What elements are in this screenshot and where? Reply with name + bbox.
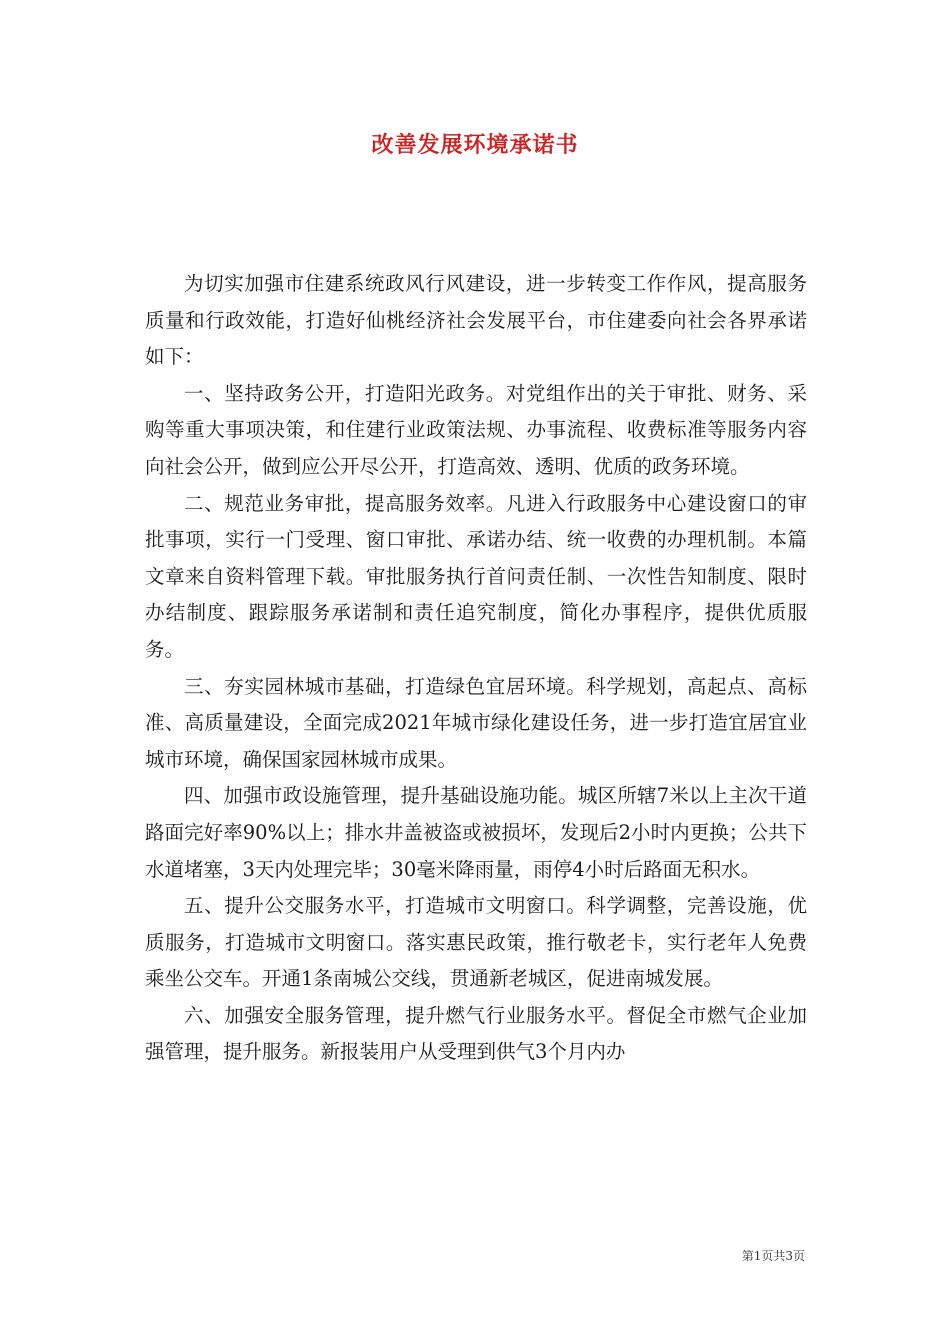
document-body <box>145 266 807 1071</box>
intro-paragraph: 为切实加强市住建系统政风行风建设，进一步转变工作作风，提高服务质量和行政效能，打造好仙桃经济社会发展平台，市住建委向社会各界承诺如下： <box>145 272 807 369</box>
commitment-paragraph-2: 二、规范业务审批，提高服务效率。凡进入行政服务中心建设窗口的审批事项，实行一门受理、窗口审批、承诺办结、统一收费的办理机制。本篇文章来自资料管理下载。审批服务执行首问责任制、一次性告知制度、限时办结制度、跟踪服务承诺制和责任追究制度，简化办事程序，提供优质服务。 <box>145 491 807 661</box>
commitment-paragraph-6: 六、加强安全服务管理，提升燃气行业服务水平。督促全市燃气企业加强管理，提升服务。新报装用户从受理到供气3个月内办 <box>145 1003 807 1064</box>
commitment-paragraph-5: 五、提升公交服务水平，打造城市文明窗口。科学调整，完善设施，优质服务，打造城市文明窗口。落实惠民政策，推行敬老卡，实行老年人免费乘坐公交车。开通1条南城公交线，贯通新老城区，促进南城发展。 <box>145 894 807 991</box>
commitment-paragraph-4: 四、加强市政设施管理，提升基础设施功能。城区所辖7米以上主次干道路面完好率90%以上；排水井盖被盗或被损坏，发现后2小时内更换；公共下水道堵塞，3天内处理完毕；30毫米降雨量，雨停4小时后路面无积水。 <box>145 784 807 881</box>
document-title: 改善发展环境承诺书 <box>371 132 579 158</box>
page-number: 第1页共3页 <box>741 1249 805 1263</box>
commitment-paragraph-3: 三、夯实园林城市基础，打造绿色宜居环境。科学规划，高起点、高标准、高质量建设，全面完成2021年城市绿化建设任务，进一步打造宜居宜业城市环境，确保国家园林城市成果。 <box>145 674 807 771</box>
commitment-paragraph-1: 一、坚持政务公开，打造阳光政务。对党组作出的关于审批、财务、采购等重大事项决策，和住建行业政策法规、办事流程、收费标准等服务内容向社会公开，做到应公开尽公开，打造高效、透明、优质的政务环境。 <box>145 381 807 478</box>
